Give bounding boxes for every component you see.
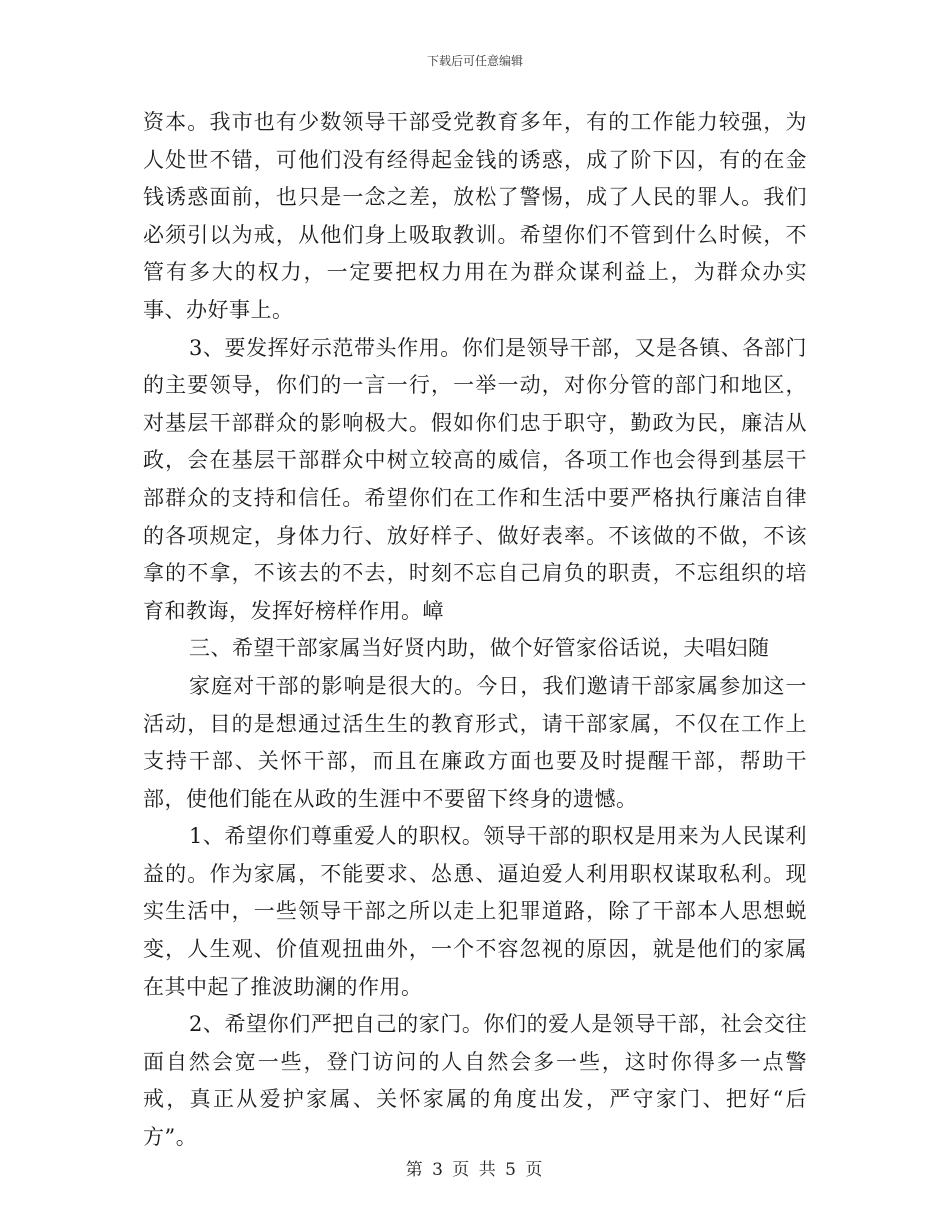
page-header: 下载后可任意编辑 [426,54,523,68]
paragraph-1: 资本。我市也有少数领导干部受党教育多年，有的工作能力较强，为人处世不错，可他们没有经得起金钱的诱惑，成了阶下囚，有的在金钱诱惑面前，也只是一念之差，放松了警惕，成了人民的罪人。我们必须引以为戒，从他们身上吸取教训。希望你们不管到什么时候，不管有多大的权力，一定要把权力用在为群众谋利益上，为群众办实事、办好事上。 [143,110,807,322]
paragraph-3-section-heading: 三、希望干部家属当好贤内助，做个好管家俗话说，夫唱妇随 [189,636,770,661]
document-body [143,104,807,1157]
paragraph-2: 3、要发挥好示范带头作用。你们是领导干部，又是各镇、各部门的主要领导，你们的一言一行，一举一动，对你分管的部门和地区，对基层干部群众的影响极大。假如你们忠于职守，勤政为民，廉洁从政，会在基层干部群众中树立较高的威信，各项工作也会得到基层干部群众的支持和信任。希望你们在工作和生活中要严格执行廉洁自律的各项规定，身体力行、放好样子、做好表率。不该做的不做，不该拿的不拿，不该去的不去，时刻不忘自己肩负的职责，不忘组织的培育和教诲，发挥好榜样作用。嶂 [143,335,807,623]
paragraph-4: 家庭对干部的影响是很大的。今日，我们邀请干部家属参加这一活动，目的是想通过活生生的教育形式，请干部家属，不仅在工作上支持干部、关怀干部，而且在廉政方面也要及时提醒干部，帮助干部，使他们能在从政的生涯中不要留下终身的遗憾。 [143,673,807,811]
paragraph-6: 2、希望你们严把自己的家门。你们的爱人是领导干部，社会交往面自然会宽一些，登门访问的人自然会多一些，这时你得多一点警戒，真正从爱护家属、关怀家属的角度出发，严守家门、把好“后方”。 [143,1012,807,1150]
paragraph-5: 1、希望你们尊重爱人的职权。领导干部的职权是用来为人民谋利益的。作为家属，不能要求、怂恿、逼迫爱人利用职权谋取私利。现实生活中，一些领导干部之所以走上犯罪道路，除了干部本人思想蜕变，人生观、价值观扭曲外，一个不容忽视的原因，就是他们的家属在其中起了推波助澜的作用。 [143,824,807,999]
page-number-footer: 第 3 页 共 5 页 [405,1160,545,1180]
